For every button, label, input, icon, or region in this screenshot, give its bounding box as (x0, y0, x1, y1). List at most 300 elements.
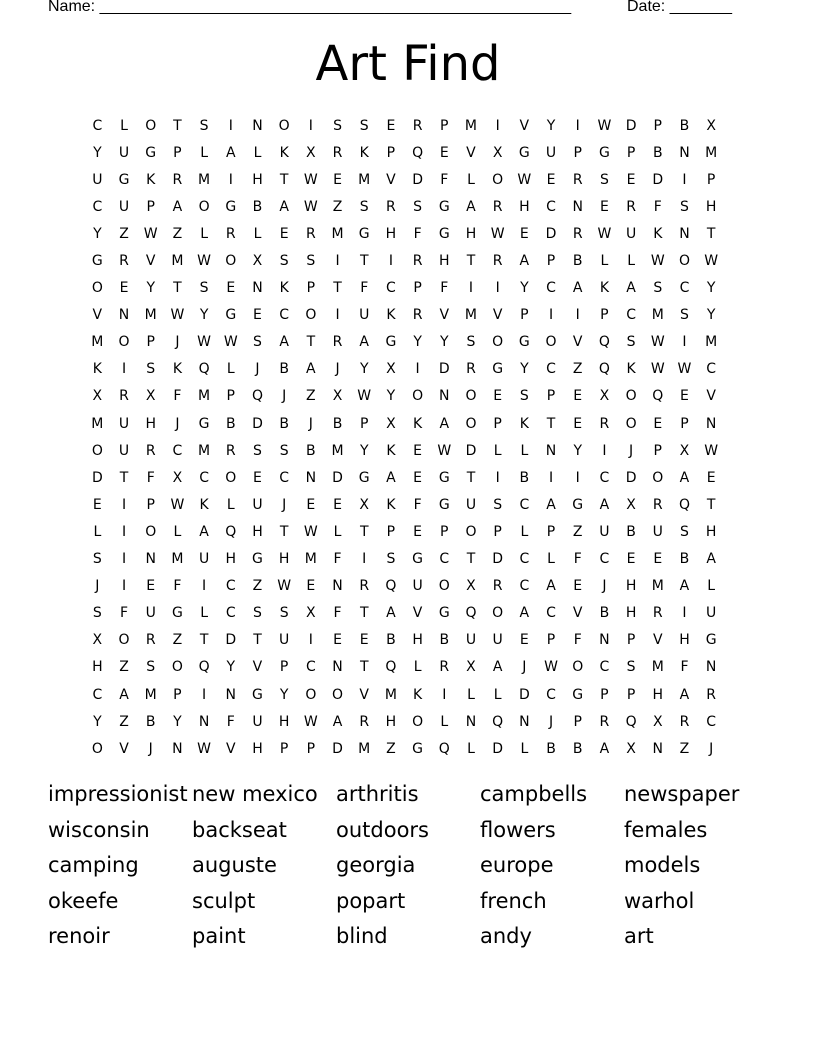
grid-letter: P (546, 388, 556, 405)
grid-letter: O (225, 253, 237, 270)
grid-letter: I (682, 171, 687, 188)
grid-letter: H (439, 253, 450, 270)
grid-letter: X (626, 740, 636, 757)
grid-letter: N (572, 198, 583, 215)
grid-letter: V (359, 686, 369, 703)
grid-letter: P (546, 523, 556, 540)
grid-letter: Q (465, 605, 477, 622)
grid-letter: K (172, 361, 182, 378)
grid-letter: A (546, 578, 556, 595)
grid-letter: G (225, 198, 237, 215)
grid-letter: K (626, 361, 636, 378)
grid-letter: N (252, 117, 263, 134)
grid-letter: V (412, 605, 423, 622)
grid-letter: N (198, 713, 210, 730)
word-list-item: warhol (624, 888, 695, 913)
grid-letter: X (145, 388, 156, 405)
grid-letter: E (599, 198, 609, 215)
grid-letter: H (278, 551, 290, 568)
grid-letter: Y (573, 442, 582, 459)
grid-letter: Y (93, 144, 102, 161)
grid-letter: M (198, 171, 211, 188)
grid-letter: N (519, 713, 530, 730)
grid-letter: E (626, 171, 636, 188)
grid-letter: J (308, 415, 313, 432)
grid-letter: F (440, 171, 449, 188)
grid-letter: N (332, 659, 343, 676)
grid-letter: A (679, 686, 690, 703)
header-line (48, 0, 748, 20)
word-list-item: models (624, 853, 701, 877)
grid-letter: L (493, 686, 502, 703)
word-list-item: impressionist (48, 782, 188, 806)
grid-letter: L (413, 659, 422, 676)
grid-letter: O (278, 117, 290, 134)
grid-letter: O (198, 198, 210, 215)
grid-letter: J (148, 740, 153, 757)
grid-letter: A (439, 415, 450, 432)
grid-letter: B (679, 117, 690, 134)
grid-letter: Q (385, 659, 397, 676)
grid-letter: D (625, 117, 637, 134)
grid-letter: W (650, 253, 665, 270)
grid-letter: S (466, 334, 476, 351)
grid-letter: V (145, 253, 156, 270)
grid-letter: U (252, 496, 263, 513)
grid-letter: F (680, 659, 689, 676)
grid-letter: U (92, 171, 103, 188)
grid-letter: R (412, 307, 423, 324)
grid-letter: Y (520, 361, 529, 378)
grid-letter: S (413, 198, 423, 215)
grid-letter: G (358, 469, 370, 486)
grid-letter: P (626, 144, 636, 161)
grid-letter: P (306, 280, 316, 297)
grid-letter: S (306, 253, 316, 270)
grid-letter: Q (678, 496, 690, 513)
grid-letter: T (359, 659, 369, 676)
grid-letter: C (172, 442, 183, 459)
grid-letter: V (492, 307, 503, 324)
grid-letter: P (706, 171, 716, 188)
grid-letter: Q (438, 740, 450, 757)
grid-letter: V (252, 659, 263, 676)
grid-letter: N (679, 225, 690, 242)
grid-letter: I (121, 496, 127, 513)
grid-letter: N (545, 442, 557, 459)
grid-letter: J (522, 659, 527, 676)
grid-letter: O (171, 659, 183, 676)
grid-letter: E (706, 469, 716, 486)
grid-letter: L (520, 442, 529, 459)
grid-letter: F (413, 496, 422, 513)
grid-letter: K (199, 496, 209, 513)
grid-letter: S (599, 171, 609, 188)
grid-letter: X (386, 361, 396, 378)
grid-letter: T (279, 523, 289, 540)
grid-letter: E (653, 415, 663, 432)
grid-letter: G (492, 361, 504, 378)
grid-letter: P (600, 307, 609, 324)
grid-letter: E (626, 551, 636, 568)
grid-letter: Y (199, 307, 209, 324)
grid-letter: L (226, 361, 235, 378)
grid-letter: C (279, 307, 290, 324)
grid-letter: T (333, 280, 342, 297)
grid-letter: I (121, 523, 127, 540)
grid-letter: B (519, 469, 530, 486)
grid-letter: T (279, 171, 289, 188)
grid-letter: O (91, 280, 103, 297)
grid-letter: T (119, 469, 129, 486)
grid-letter: I (121, 361, 127, 378)
grid-letter: E (333, 171, 342, 188)
grid-letter: H (385, 713, 397, 730)
grid-letter: A (332, 713, 343, 730)
grid-letter: O (332, 686, 344, 703)
grid-letter: I (121, 578, 127, 595)
grid-letter: K (386, 496, 396, 513)
grid-letter: Y (359, 442, 369, 459)
grid-letter: L (253, 144, 262, 161)
grid-letter: B (439, 632, 450, 649)
grid-letter: U (359, 307, 370, 324)
grid-letter: R (439, 659, 450, 676)
grid-letter: Z (679, 740, 690, 757)
grid-letter: O (545, 334, 557, 351)
grid-letter: U (545, 144, 557, 161)
grid-letter: D (332, 740, 343, 757)
grid-letter: L (547, 551, 555, 568)
grid-letter: A (279, 334, 289, 351)
grid-letter: S (92, 551, 102, 568)
grid-letter: A (199, 523, 209, 540)
grid-letter: R (359, 578, 370, 595)
grid-letter: C (225, 605, 236, 622)
grid-letter: Z (119, 225, 129, 242)
grid-letter: I (575, 117, 580, 134)
grid-letter: P (173, 144, 182, 161)
grid-letter: X (679, 442, 690, 459)
grid-letter: V (652, 632, 663, 649)
grid-letter: R (626, 198, 636, 215)
grid-letter: I (468, 280, 474, 297)
grid-letter: O (412, 713, 424, 730)
grid-letter: B (386, 632, 396, 649)
grid-letter: E (146, 578, 156, 595)
name-field-label[interactable]: Name: _____________________________________________________ (48, 0, 572, 15)
grid-letter: T (466, 469, 476, 486)
grid-letter: L (226, 496, 235, 513)
grid-letter: S (199, 117, 209, 134)
grid-letter: W (544, 659, 558, 676)
grid-letter: T (173, 280, 182, 297)
grid-letter: K (599, 280, 609, 297)
grid-letter: J (175, 415, 180, 432)
grid-letter: H (252, 171, 263, 188)
grid-letter: I (362, 551, 367, 568)
grid-letter: C (519, 551, 530, 568)
grid-letter: C (305, 659, 316, 676)
grid-letter: I (495, 280, 500, 297)
grid-letter: Y (520, 280, 529, 297)
grid-letter: T (466, 253, 476, 270)
grid-letter: K (413, 415, 423, 432)
grid-letter: H (385, 225, 397, 242)
grid-letter: S (333, 117, 342, 134)
grid-letter: F (573, 632, 582, 649)
grid-letter: Y (386, 388, 396, 405)
grid-letter: X (626, 496, 636, 513)
grid-letter: T (199, 632, 209, 649)
grid-letter: Q (198, 659, 210, 676)
grid-letter: M (171, 551, 184, 568)
grid-letter: O (305, 307, 317, 324)
grid-letter: Z (572, 361, 583, 378)
grid-letter: E (573, 388, 583, 405)
grid-letter: F (120, 605, 129, 622)
grid-letter: C (679, 280, 690, 297)
grid-letter: D (465, 442, 477, 459)
grid-letter: Z (119, 659, 129, 676)
grid-letter: N (118, 307, 130, 324)
grid-letter: W (170, 307, 185, 324)
grid-letter: F (333, 551, 342, 568)
grid-letter: P (600, 686, 609, 703)
grid-letter: T (359, 605, 369, 622)
grid-letter: V (439, 307, 450, 324)
grid-letter: Q (492, 713, 504, 730)
grid-letter: B (252, 198, 263, 215)
grid-letter: S (279, 605, 289, 622)
grid-letter: G (118, 171, 130, 188)
grid-letter: M (651, 659, 664, 676)
grid-letter: B (225, 415, 236, 432)
grid-letter: G (518, 144, 530, 161)
grid-letter: G (412, 551, 424, 568)
grid-letter: X (652, 713, 663, 730)
grid-letter: R (706, 686, 717, 703)
grid-letter: V (466, 144, 476, 161)
grid-letter: C (706, 361, 717, 378)
grid-letter: S (493, 496, 503, 513)
grid-letter: K (386, 307, 396, 324)
grid-letter: E (386, 117, 396, 134)
grid-letter: B (572, 253, 583, 270)
grid-letter: P (306, 740, 316, 757)
grid-letter: E (439, 144, 449, 161)
grid-letter: Q (412, 144, 424, 161)
grid-letter: E (119, 280, 129, 297)
grid-letter: M (171, 253, 184, 270)
grid-letter: K (386, 442, 396, 459)
grid-letter: U (118, 198, 130, 215)
grid-letter: I (602, 442, 607, 459)
grid-letter: E (413, 442, 423, 459)
grid-letter: Q (198, 361, 210, 378)
grid-letter: P (279, 659, 289, 676)
grid-letter: P (573, 713, 582, 730)
word-list-item: georgia (336, 853, 416, 877)
grid-letter: C (706, 713, 717, 730)
grid-letter: A (386, 469, 396, 486)
grid-letter: T (359, 253, 369, 270)
grid-letter: O (465, 388, 477, 405)
grid-letter: A (492, 659, 503, 676)
grid-letter: F (173, 578, 182, 595)
grid-letter: P (626, 632, 636, 649)
grid-letter: U (118, 415, 130, 432)
grid-letter: F (440, 280, 449, 297)
grid-letter: H (252, 523, 263, 540)
grid-letter: R (412, 117, 423, 134)
grid-letter: N (332, 578, 343, 595)
grid-letter: T (706, 496, 716, 513)
grid-letter: B (599, 605, 610, 622)
grid-letter: M (144, 307, 157, 324)
grid-letter: L (627, 253, 635, 270)
grid-letter: P (386, 144, 396, 161)
grid-letter: P (653, 442, 662, 459)
grid-letter: R (679, 713, 690, 730)
grid-letter: L (93, 523, 102, 540)
grid-letter: P (493, 523, 502, 540)
grid-letter: W (143, 225, 158, 242)
word-list-item: backseat (192, 817, 287, 842)
grid-letter: X (92, 388, 103, 405)
grid-letter: A (546, 496, 556, 513)
grid-letter: O (492, 605, 504, 622)
grid-letter: H (519, 198, 530, 215)
grid-letter: T (306, 334, 316, 351)
grid-letter: M (705, 144, 718, 161)
grid-letter: T (359, 523, 369, 540)
grid-letter: D (91, 469, 103, 486)
grid-letter: I (308, 632, 313, 649)
grid-letter: W (677, 361, 692, 378)
word-list-item: blind (336, 924, 388, 948)
grid-letter: E (546, 171, 556, 188)
grid-letter: J (602, 578, 607, 595)
grid-letter: K (359, 144, 369, 161)
grid-letter: L (467, 740, 475, 757)
grid-letter: W (704, 442, 719, 459)
grid-letter: G (572, 686, 584, 703)
grid-letter: G (438, 496, 450, 513)
grid-letter: H (625, 578, 637, 595)
grid-letter: A (279, 198, 289, 215)
grid-letter: S (146, 361, 156, 378)
word-list-item: okeefe (48, 888, 119, 913)
word-list-item: flowers (480, 817, 556, 842)
grid-letter: G (518, 334, 530, 351)
grid-letter: A (679, 578, 690, 595)
grid-letter: X (492, 144, 503, 161)
grid-letter: O (118, 632, 130, 649)
grid-letter: X (92, 632, 103, 649)
grid-letter: I (228, 117, 233, 134)
word-list-item: females (624, 817, 708, 842)
grid-letter: P (546, 632, 556, 649)
grid-letter: M (384, 686, 397, 703)
grid-letter: Y (359, 361, 369, 378)
grid-letter: H (412, 632, 423, 649)
grid-letter: S (253, 334, 262, 351)
grid-letter: C (626, 307, 636, 324)
grid-letter: Y (440, 334, 449, 351)
grid-letter: A (599, 496, 610, 513)
grid-letter: L (120, 117, 128, 134)
grid-letter: C (386, 280, 396, 297)
grid-letter: G (385, 334, 397, 351)
grid-letter: K (279, 144, 289, 161)
grid-letter: G (438, 225, 450, 242)
grid-letter: E (359, 632, 369, 649)
grid-letter: V (519, 117, 530, 134)
grid-letter: W (170, 496, 185, 513)
grid-letter: S (359, 198, 369, 215)
grid-letter: G (438, 469, 450, 486)
grid-letter: L (173, 523, 182, 540)
grid-letter: X (172, 469, 183, 486)
grid-letter: N (172, 740, 183, 757)
grid-letter: W (650, 361, 665, 378)
grid-letter: A (306, 361, 316, 378)
grid-letter: W (303, 523, 318, 540)
grid-letter: V (119, 740, 129, 757)
grid-letter: E (680, 388, 689, 405)
grid-letter: O (465, 523, 477, 540)
grid-letter: B (279, 415, 289, 432)
grid-letter: R (225, 225, 236, 242)
grid-letter: R (305, 225, 316, 242)
grid-letter: T (546, 415, 556, 432)
grid-letter: J (709, 740, 714, 757)
grid-letter: P (493, 415, 502, 432)
grid-letter: Y (93, 225, 102, 242)
word-list-item: sculpt (192, 888, 256, 913)
grid-letter: H (465, 225, 477, 242)
grid-letter: R (359, 713, 370, 730)
word-list-item: campbells (480, 782, 588, 806)
grid-letter: Z (572, 523, 583, 540)
grid-letter: H (705, 198, 717, 215)
date-field-label[interactable]: Date: _______ (627, 0, 732, 15)
grid-letter: P (386, 523, 396, 540)
grid-letter: D (438, 361, 450, 378)
grid-letter: P (573, 144, 582, 161)
grid-letter: R (119, 253, 129, 270)
grid-letter: X (359, 496, 370, 513)
grid-letter: J (95, 578, 100, 595)
grid-letter: L (200, 225, 208, 242)
grid-letter: I (308, 117, 313, 134)
grid-letter: Y (279, 686, 289, 703)
grid-letter: M (91, 334, 104, 351)
grid-letter: R (652, 605, 663, 622)
grid-letter: C (199, 469, 209, 486)
grid-letter: C (519, 496, 530, 513)
word-list-item: french (480, 888, 547, 913)
grid-letter: R (172, 171, 183, 188)
word-list-item: europe (480, 853, 554, 877)
grid-letter: M (198, 442, 211, 459)
grid-letter: X (306, 605, 316, 622)
grid-letter: A (626, 280, 636, 297)
grid-letter: B (679, 551, 690, 568)
grid-letter: A (172, 198, 183, 215)
grid-letter: H (225, 551, 237, 568)
